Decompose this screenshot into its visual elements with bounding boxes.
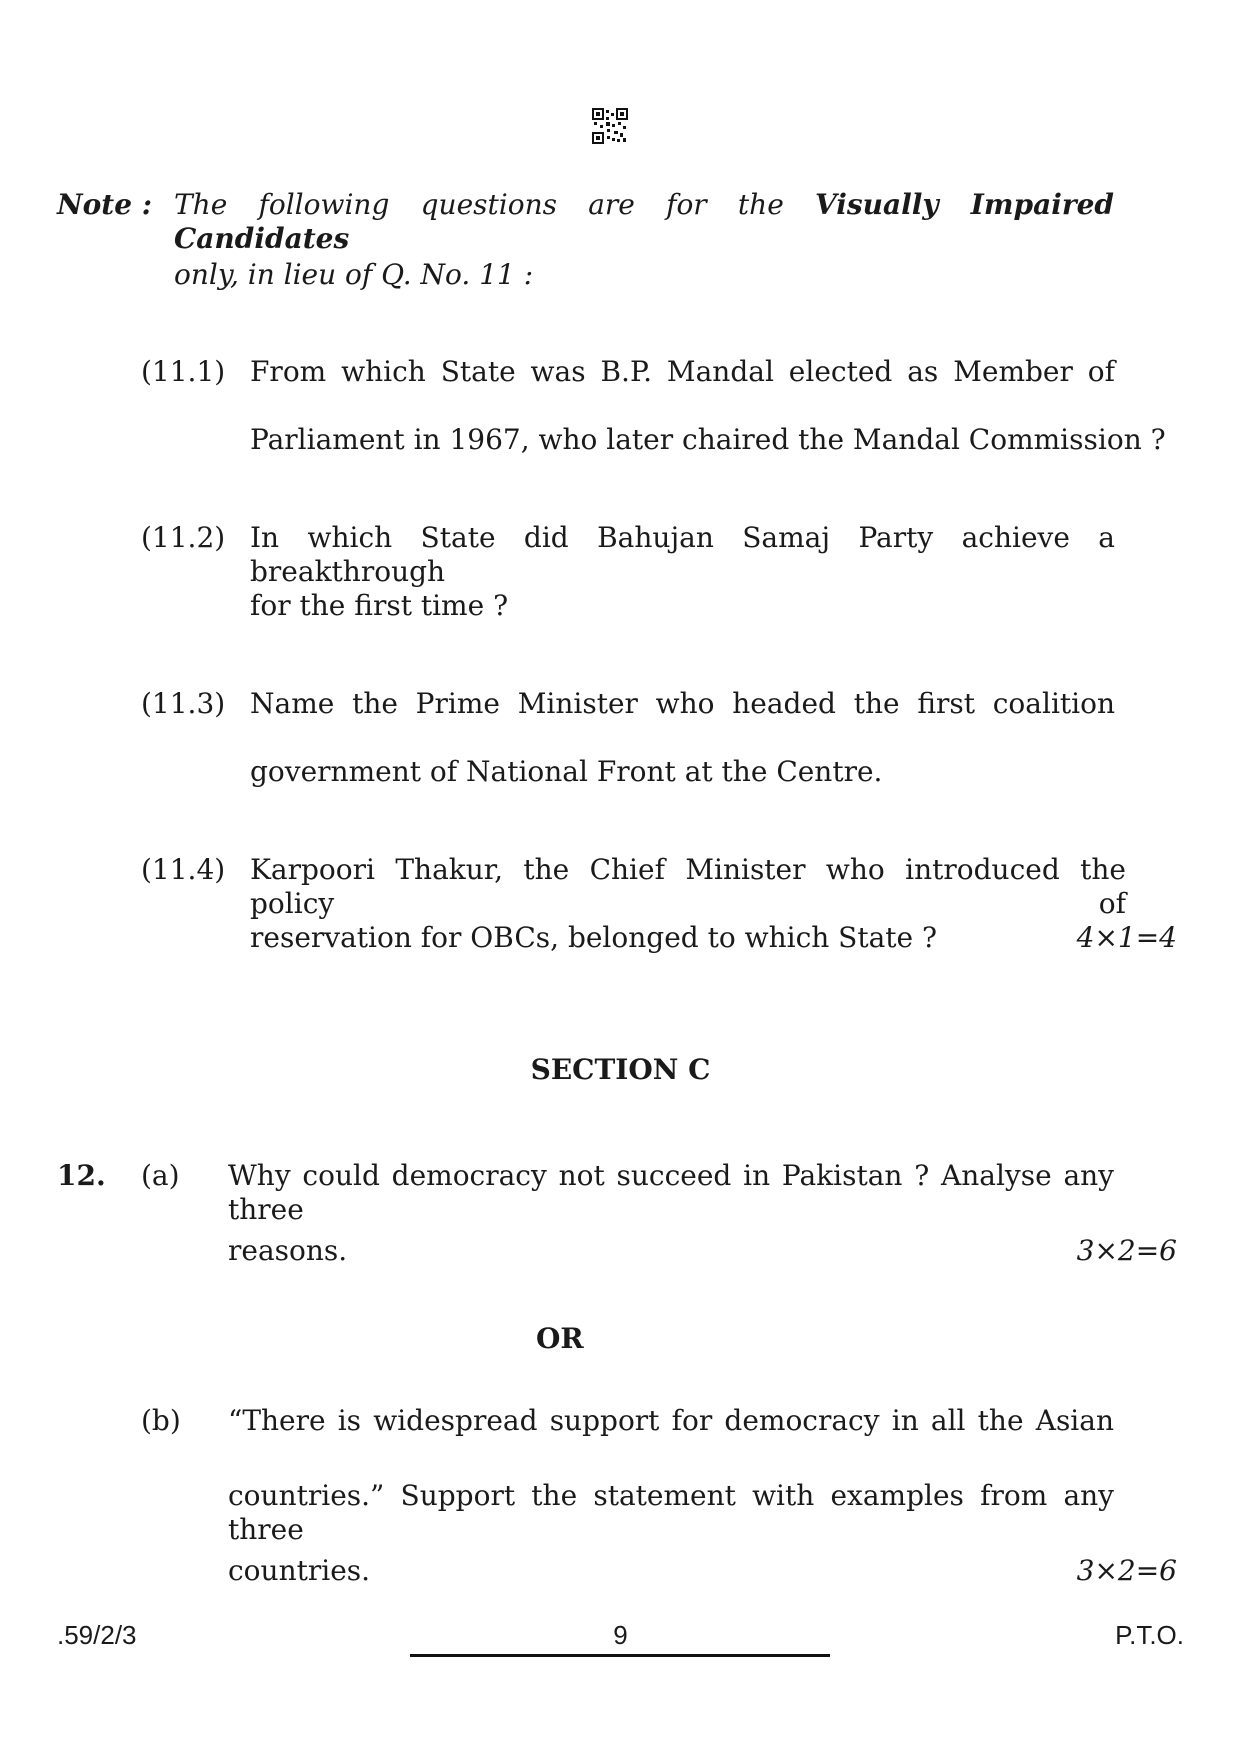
question-text: Karpoori Thakur, the Chief Minister who introduced the policy of bbox=[250, 853, 1126, 920]
marks: 3×2=6 bbox=[1076, 1234, 1177, 1267]
note-label: Note : bbox=[57, 188, 153, 221]
question-text: reservation for OBCs, belonged to which State ? bbox=[250, 921, 938, 954]
note-emphasis: Visually Impaired Candidates bbox=[174, 188, 1114, 255]
question-text: countries.” Support the statement with examples from any three bbox=[228, 1479, 1114, 1546]
question-number: (11.3) bbox=[141, 687, 226, 720]
section-heading: SECTION C bbox=[530, 1053, 711, 1086]
question-text: Why could democracy not succeed in Pakistan ? Analyse any three bbox=[228, 1159, 1114, 1226]
question-text: for the first time ? bbox=[250, 589, 509, 622]
question-text: “There is widespread support for democracy in all the Asian bbox=[228, 1404, 1114, 1437]
question-number: 12. bbox=[57, 1159, 106, 1192]
marks: 4×1=4 bbox=[1076, 921, 1177, 954]
footer-rule bbox=[410, 1654, 830, 1657]
note-line-2: only, in lieu of Q. No. 11 : bbox=[174, 258, 534, 291]
qr-code bbox=[592, 108, 628, 144]
question-text: government of National Front at the Centre. bbox=[250, 755, 883, 788]
question-text: reasons. bbox=[228, 1234, 348, 1267]
page-number: 9 bbox=[613, 1620, 628, 1650]
question-text: Name the Prime Minister who headed the first coalition bbox=[250, 687, 1115, 720]
paper-code: .59/2/3 bbox=[57, 1620, 137, 1650]
note-text: The following questions are for the bbox=[174, 188, 784, 221]
or-divider: OR bbox=[536, 1322, 584, 1355]
question-number: (11.4) bbox=[141, 853, 226, 886]
marks: 3×2=6 bbox=[1076, 1554, 1177, 1587]
option-label: (b) bbox=[141, 1404, 181, 1437]
question-number: (11.1) bbox=[141, 355, 226, 388]
pto-text: P.T.O. bbox=[1115, 1620, 1184, 1650]
question-text: countries. bbox=[228, 1554, 371, 1587]
question-text: In which State did Bahujan Samaj Party achieve a breakthrough bbox=[250, 521, 1115, 588]
question-text: From which State was B.P. Mandal elected as Member of bbox=[250, 355, 1115, 388]
question-text: Parliament in 1967, who later chaired the Mandal Commission ? bbox=[250, 423, 1166, 456]
question-number: (11.2) bbox=[141, 521, 226, 554]
option-label: (a) bbox=[141, 1159, 180, 1192]
note-line-1 bbox=[174, 188, 1114, 256]
